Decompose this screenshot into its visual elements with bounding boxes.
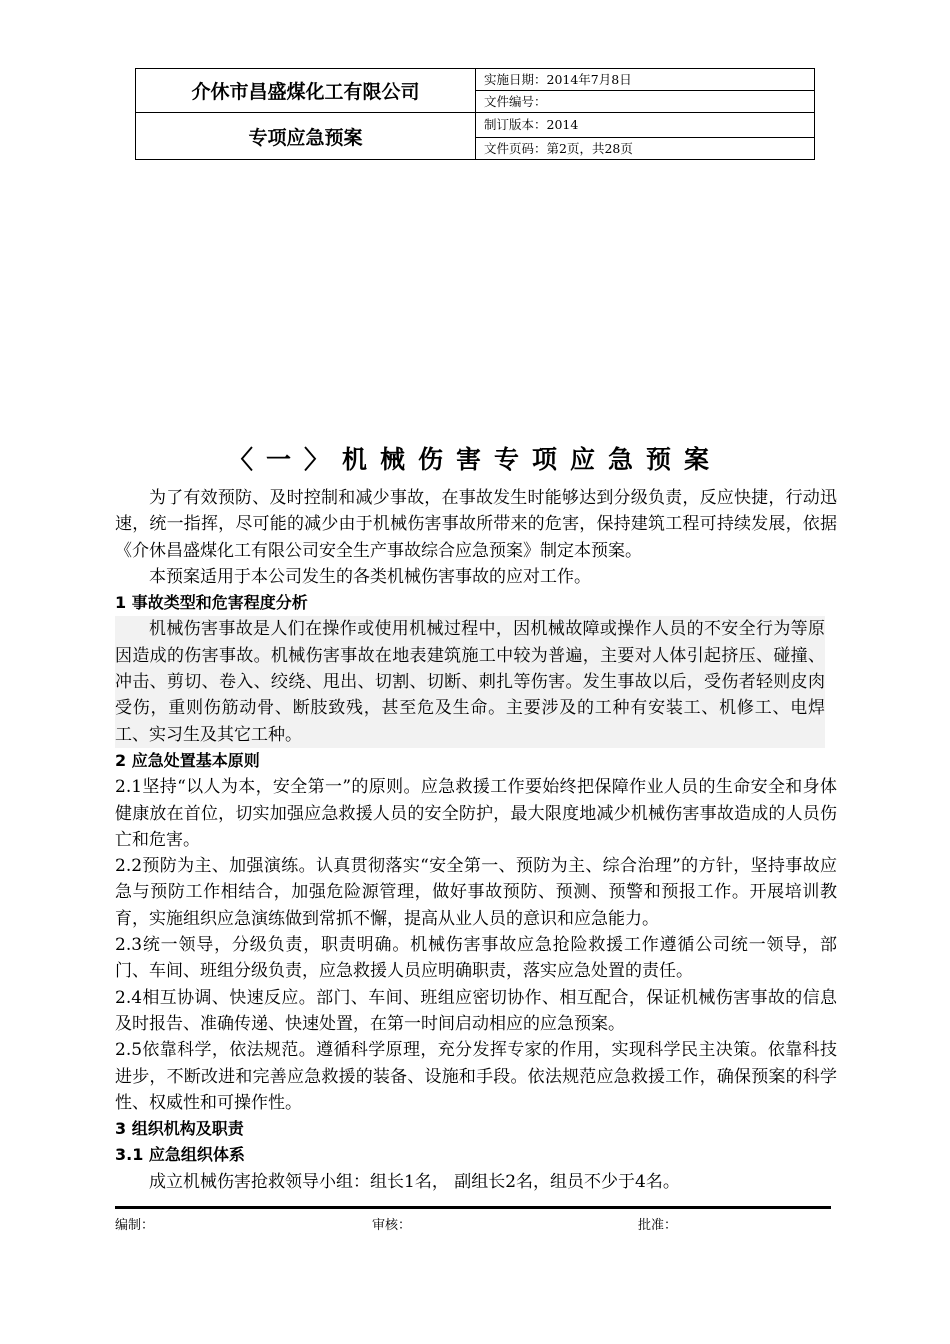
document-header-table <box>135 68 815 160</box>
principle-2-2: 2.2预防为主、加强演练。认真贯彻落实“安全第一、预防为主、综合治理”的方针，坚持事故应急与预防工作相结合，加强危险源管理，做好事故预防、预测、预警和预报工作。开展培训教育，实施组织应急演练做到常抓不懈，提高从业人员的意识和应急能力。 <box>115 856 837 929</box>
implement-date: 实施日期：2014年7月8日 <box>476 69 815 91</box>
principle-2-3: 2.3统一领导，分级负责，职责明确。机械伤害事故应急抢险救援工作遵循公司统一领导，部门、车间、班组分级负责，应急救援人员应明确职责，落实应急处置的责任。 <box>115 935 837 982</box>
footer-reviewed: 审核： <box>372 1218 412 1233</box>
scope-paragraph: 本预案适用于本公司发生的各类机械伤害事故的应对工作。 <box>149 566 591 587</box>
section-heading-1: 1 事故类型和危害程度分析 <box>115 593 308 613</box>
footer-approved: 批准： <box>638 1218 678 1233</box>
intro-paragraph: 为了有效预防、及时控制和减少事故，在事故发生时能够达到分级负责，反应快捷，行动迅速，统一指挥，尽可能的减少由于机械伤害事故所带来的危害，保持建筑工程可持续发展，依据《介休昌盛煤化工有限公司安全生产事故综合应急预案》制定本预案。 <box>115 488 837 561</box>
footer-compiled: 编制： <box>115 1218 155 1233</box>
section-heading-3: 3 组织机构及职责 <box>115 1119 244 1139</box>
principle-2-1: 2.1坚持“以人为本，安全第一”的原则。应急救援工作要始终把保障作业人员的生命安全和身体健康放在首位，切实加强应急救援人员的安全防护，最大限度地减少机械伤害事故造成的人员伤亡和危害。 <box>115 777 837 850</box>
footer-divider <box>115 1206 831 1209</box>
document-title: 〈一〉机械伤害专项应急预案 <box>227 445 722 474</box>
principle-2-4: 2.4相互协调、快速反应。部门、车间、班组应密切协作、相互配合，保证机械伤害事故的信息及时报告、准确传递、快速处置，在第一时间启动相应的应急预案。 <box>115 987 837 1034</box>
document-body <box>115 485 837 1195</box>
section-heading-2: 2 应急处置基本原则 <box>115 750 260 770</box>
company-name: 介休市昌盛煤化工有限公司 <box>136 69 476 113</box>
section-heading-3-1: 3.1 应急组织体系 <box>115 1145 245 1165</box>
page-info: 文件页码：第2页，共28页 <box>476 138 815 160</box>
principle-2-5: 2.5依靠科学，依法规范。遵循科学原理，充分发挥专家的作用，实现科学民主决策。依靠科技进步，不断改进和完善应急救援的装备、设施和手段。依法规范应急救援工作，确保预案的科学性、权威性和可操作性。 <box>115 1040 837 1113</box>
accident-analysis-paragraph: 机械伤害事故是人们在操作或使用机械过程中，因机械故障或操作人员的不安全行为等原因造成的伤害事故。机械伤害事故在地表建筑施工中较为普遍，主要对人体引起挤压、碰撞、冲击、剪切、卷入、绞绕、甩出、切割、切断、刺扎等伤害。发生事故以后，受伤者轻则皮肉受伤，重则伤筋动骨、断肢致残，甚至危及生命。主要涉及的工种有安装工、机修工、电焊工、实习生及其它工种。 <box>115 616 825 747</box>
version: 制订版本：2014 <box>476 113 815 138</box>
plan-type: 专项应急预案 <box>136 113 476 160</box>
org-paragraph: 成立机械伤害抢救领导小组：组长1名， 副组长2名，组员不少于4名。 <box>149 1171 680 1192</box>
file-number: 文件编号： <box>476 91 815 113</box>
